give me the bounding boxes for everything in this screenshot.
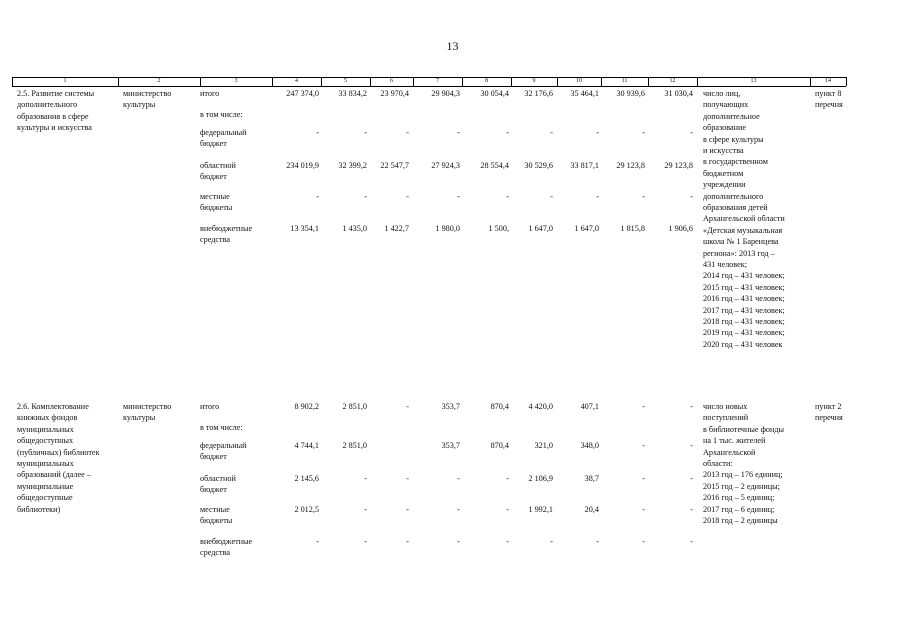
activity-title: образования в сфере [17, 111, 89, 121]
column-number-1: 1 [63, 78, 67, 84]
table-cell-value: - [642, 402, 645, 411]
table-cell-value: - [406, 504, 409, 514]
table-cell-value: - [364, 127, 367, 137]
column-number-13: 13 [750, 78, 757, 84]
table-cell-value: - [642, 440, 645, 450]
activity-title: 2.5. Развитие системы [17, 89, 95, 98]
indicator-text: 2020 год – 431 человек [703, 339, 783, 349]
indicator-text: области: [703, 459, 733, 468]
table-cell-value: - [406, 536, 409, 546]
table-cell-value: - [642, 536, 645, 546]
indicator-text: Архангельской области [703, 214, 785, 224]
table-cell-value: 348,0 [580, 440, 599, 450]
table-cell-value: 30 939,6 [616, 89, 645, 98]
table-cell-value: - [316, 536, 319, 546]
indicator-text: в государственном [703, 157, 768, 167]
table-cell-value: - [506, 536, 509, 546]
table-cell-value: - [642, 127, 645, 137]
table-cell-value: - [364, 191, 367, 201]
table-cell-value: - [316, 127, 319, 137]
activity-title: общедоступных [17, 436, 74, 446]
table-cell-value: - [364, 473, 367, 483]
reference-text: пункт 8 [815, 89, 842, 98]
table-cell-value: 23 970,4 [380, 89, 409, 98]
table-cell-value: - [406, 191, 409, 201]
table-cell-value: - [550, 191, 553, 201]
table-cell-value: 13 354,1 [290, 223, 319, 233]
table-cell-value: 407,1 [580, 402, 599, 411]
executor-name: культуры [123, 100, 156, 110]
table-header-bottom-line [12, 86, 846, 87]
indicator-text: и искусства [703, 146, 744, 155]
funding-source-label: областной [200, 473, 236, 483]
indicator-text: 2016 год – 5 единиц; [703, 493, 775, 503]
table-cell-value: 1 647,0 [574, 223, 599, 233]
executor-name: министерство [123, 89, 172, 98]
table-cell-value: 4 420,0 [528, 402, 553, 411]
activity-title: муниципальные [17, 481, 74, 491]
table-cell-value: - [457, 504, 460, 514]
table-cell-value: - [642, 504, 645, 514]
table-cell-value: 29 123,8 [616, 160, 645, 170]
table-cell-value: - [506, 127, 509, 137]
page-number: 13 [446, 39, 459, 53]
table-cell-value: 1 422,7 [384, 223, 409, 233]
table-cell-value: - [364, 536, 367, 546]
column-number-10: 10 [576, 78, 582, 84]
indicator-text: образование [703, 123, 747, 133]
funding-source-label: местные [200, 504, 230, 514]
table-cell-value: - [596, 127, 599, 137]
funding-source-label: бюджет [200, 485, 227, 495]
table-cell-value: 1 906,6 [668, 223, 693, 233]
indicator-text: число лиц, [703, 89, 741, 98]
column-number-5: 5 [344, 78, 347, 84]
column-number-7: 7 [436, 78, 439, 84]
header-divider [846, 77, 847, 86]
activity-title: дополнительного [17, 100, 78, 110]
funding-source-label: бюджет [200, 139, 227, 149]
table-cell-value: - [457, 127, 460, 137]
table-cell-value: 870,4 [490, 402, 509, 411]
executor-name: министерство [123, 402, 172, 411]
table-cell-value: 38,7 [584, 473, 599, 483]
funding-source-label: бюджет [200, 172, 227, 182]
indicator-text: поступлений [703, 413, 749, 423]
column-number-8: 8 [485, 78, 488, 84]
table-cell-value: 1 435,0 [342, 223, 367, 233]
indicator-text: в сфере культуры [703, 134, 764, 144]
activity-title: (публичных) библиотек [17, 447, 100, 457]
indicator-text: 2015 год – 431 человек; [703, 282, 785, 292]
table-cell-value: 1 815,8 [620, 223, 645, 233]
reference-text: пункт 2 [815, 402, 842, 411]
activity-title: муниципальных [17, 459, 74, 468]
table-cell-value: - [364, 504, 367, 514]
table-cell-value: - [506, 473, 509, 483]
table-cell-value: 30 529,6 [524, 160, 553, 170]
indicator-text: 2015 год – 2 единицы; [703, 481, 780, 491]
indicator-text: 2014 год – 431 человек; [703, 271, 785, 281]
activity-title: общедоступные [17, 493, 73, 503]
indicator-text: дополнительного [703, 191, 764, 201]
table-cell-value: 2 851,0 [342, 440, 367, 450]
indicator-text: в библиотечные фонды [703, 424, 785, 434]
indicator-text: число новых [703, 402, 748, 411]
table-cell-value: 353,7 [441, 402, 460, 411]
funding-source-label: бюджеты [200, 203, 233, 212]
table-cell-value: - [690, 504, 693, 514]
table-cell-value: 870,4 [490, 440, 509, 450]
table-cell-value: - [690, 473, 693, 483]
column-number-14: 14 [825, 78, 831, 84]
activity-title: муниципальных [17, 424, 74, 434]
activity-title: книжных фондов [17, 413, 78, 423]
reference-text: перечня [815, 100, 843, 110]
table-cell-value: 33 834,2 [338, 89, 367, 98]
table-cell-value: - [506, 504, 509, 514]
column-number-3: 3 [234, 78, 238, 84]
funding-source-label: итого [200, 89, 220, 98]
column-number-6: 6 [390, 78, 393, 84]
activity-title: культуры и искусства [17, 123, 92, 133]
table-cell-value: 1 500, [488, 223, 509, 233]
table-cell-value: 353,7 [441, 440, 460, 450]
funding-source-label: областной [200, 160, 236, 170]
funding-source-label: местные [200, 191, 230, 201]
table-cell-value: 35 464,1 [570, 89, 599, 98]
indicator-text: образования детей [703, 203, 768, 212]
table-cell-value: - [690, 440, 693, 450]
indicator-text: учреждении [703, 180, 746, 190]
funding-source-label: бюджет [200, 452, 227, 462]
table-cell-value: 8 902,2 [294, 402, 319, 411]
table-cell-value: 234 019,9 [286, 160, 319, 170]
funding-source-label: в том числе: [200, 422, 243, 432]
indicator-text: школа № 1 Баренцева [703, 237, 779, 247]
table-cell-value: 29 904,3 [431, 89, 460, 98]
table-cell-value: 247 374,0 [286, 89, 319, 98]
indicator-text: дополнительное [703, 111, 760, 121]
column-number-2: 2 [157, 78, 161, 84]
funding-source-label: средства [200, 234, 231, 244]
indicator-text: на 1 тыс. жителей [703, 436, 766, 446]
table-cell-value: - [457, 473, 460, 483]
column-number-12: 12 [669, 78, 676, 84]
table-cell-value: - [457, 191, 460, 201]
table-cell-value: 1 980,0 [435, 223, 460, 233]
funding-source-label: федеральный [200, 127, 247, 137]
table-cell-value: - [506, 191, 509, 201]
activity-title: библиотеки) [17, 504, 61, 514]
table-cell-value: 29 123,8 [664, 160, 693, 170]
table-cell-value: - [406, 402, 409, 411]
table-cell-value: 32 399,2 [338, 160, 367, 170]
table-cell-value: - [642, 191, 645, 201]
indicator-text: «Детская музыкальная [703, 225, 783, 235]
indicator-text: 2019 год – 431 человек; [703, 328, 785, 338]
table-cell-value: 1 647,0 [528, 223, 553, 233]
table-cell-value: 33 817,1 [570, 160, 599, 170]
table-cell-value: 2 012,5 [294, 504, 319, 514]
table-cell-value: - [690, 536, 693, 546]
funding-source-label: средства [200, 547, 231, 557]
indicator-text: бюджетном [703, 168, 744, 178]
executor-name: культуры [123, 413, 156, 423]
table-cell-value: - [316, 191, 319, 201]
table-cell-value: 1 992,1 [528, 504, 553, 514]
table-cell-value: 20,4 [584, 504, 599, 514]
funding-source-label: итого [200, 402, 220, 411]
table-cell-value: 2 145,6 [294, 473, 319, 483]
table-cell-value: - [550, 536, 553, 546]
table-cell-value: - [406, 473, 409, 483]
table-cell-value: 28 554,4 [480, 160, 509, 170]
column-number-9: 9 [532, 78, 536, 84]
table-cell-value: 321,0 [534, 440, 553, 450]
funding-source-label: внебюджетные [200, 223, 253, 233]
indicator-text: 2016 год – 431 человек; [703, 294, 785, 304]
reference-text: перечня [815, 413, 843, 423]
table-cell-value: - [406, 127, 409, 137]
funding-source-label: в том числе: [200, 109, 243, 119]
table-cell-value: - [457, 536, 460, 546]
table-cell-value: - [596, 536, 599, 546]
funding-source-label: бюджеты [200, 516, 233, 525]
table-cell-value: - [690, 191, 693, 201]
funding-source-label: внебюджетные [200, 536, 253, 546]
table-cell-value: - [690, 402, 693, 411]
indicator-text: 431 человек; [703, 260, 747, 269]
column-number-4: 4 [295, 78, 298, 84]
indicator-text: Архангельской [703, 447, 756, 457]
table-cell-value: 30 054,4 [480, 89, 509, 98]
indicator-text: 2013 год – 176 единиц; [703, 470, 783, 480]
indicator-text: получающих [703, 100, 749, 110]
indicator-text: 2018 год – 2 единицы [703, 516, 778, 525]
table-cell-value: - [642, 473, 645, 483]
table-cell-value: - [596, 191, 599, 201]
activity-title: образований (далее – [17, 470, 91, 480]
table-cell-value: - [550, 127, 553, 137]
table-cell-value: 22 547,7 [380, 160, 409, 170]
indicator-text: 2018 год – 431 человек; [703, 317, 785, 326]
table-cell-value: - [690, 127, 693, 137]
indicator-text: 2017 год – 431 человек; [703, 305, 785, 315]
activity-title: 2.6. Комплектование [17, 402, 89, 411]
table-cell-value: 2 106,9 [528, 473, 553, 483]
table-cell-value: 31 030,4 [664, 89, 693, 98]
column-number-11: 11 [621, 78, 628, 84]
funding-source-label: федеральный [200, 440, 247, 450]
indicator-text: региона»: 2013 год – [703, 248, 775, 258]
table-cell-value: 27 924,3 [431, 160, 460, 170]
table-cell-value: 4 744,1 [294, 440, 319, 450]
table-cell-value: 32 176,6 [524, 89, 553, 98]
table-cell-value: 2 851,0 [342, 402, 367, 411]
indicator-text: 2017 год – 6 единиц; [703, 504, 775, 514]
